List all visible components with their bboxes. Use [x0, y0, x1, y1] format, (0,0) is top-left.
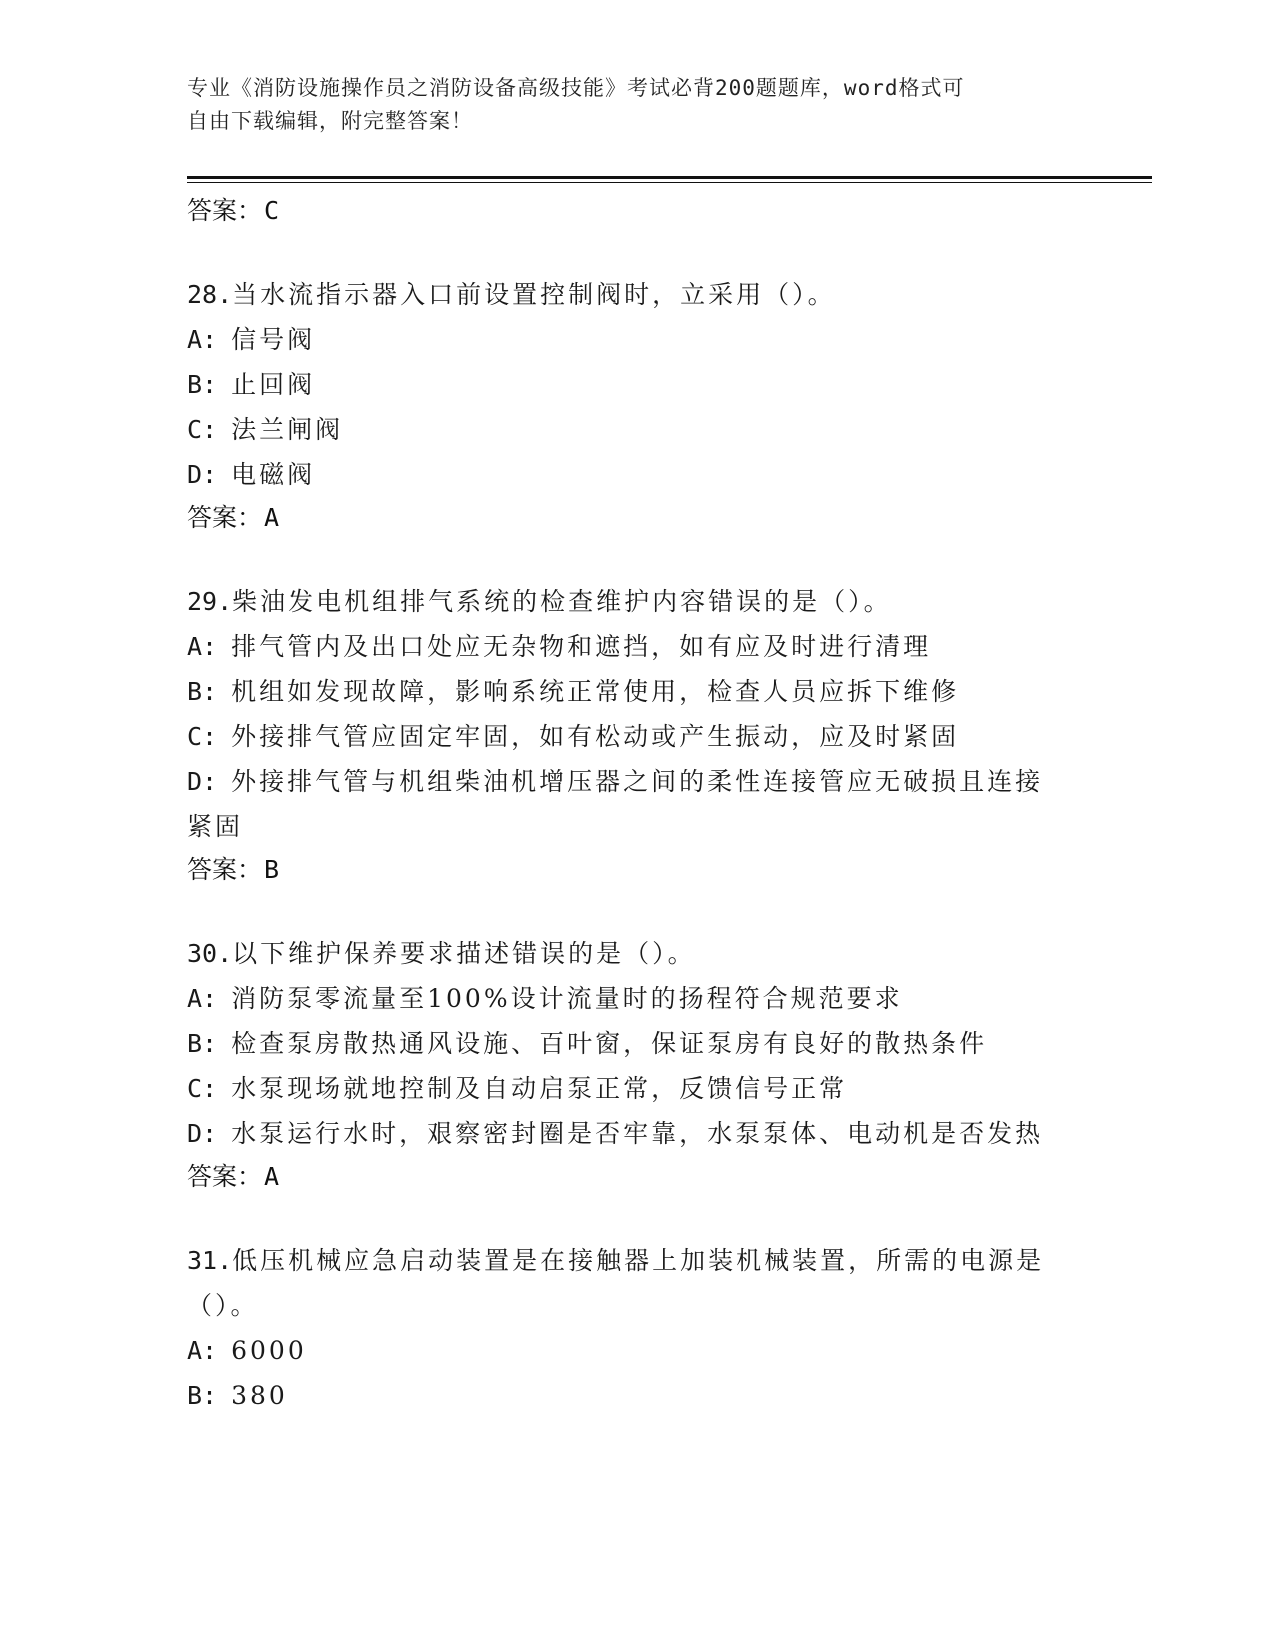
option-a: [187, 317, 1087, 362]
question-number: 31.: [187, 1246, 233, 1275]
answer-value: A: [264, 1162, 280, 1191]
option-d: [187, 452, 1087, 497]
option-text: 信号阀: [231, 325, 316, 354]
option-label: C:: [187, 722, 218, 751]
header-line-2: 自由下载编辑，附完整答案！: [187, 109, 473, 133]
option-label: A:: [187, 984, 218, 1013]
answer-line: [187, 1156, 1087, 1198]
option-a: [187, 976, 1087, 1021]
option-label: C:: [187, 1074, 218, 1103]
option-label: D:: [187, 1119, 218, 1148]
question-content: [187, 190, 1087, 1418]
answer-prefix: 答案：: [187, 503, 263, 532]
question-number: 29.: [187, 587, 233, 616]
answer-line: [187, 497, 1087, 539]
option-b: [187, 1021, 1087, 1066]
option-a: [187, 1328, 1087, 1373]
answer-line: [187, 849, 1087, 891]
answer-prefix: 答案：: [187, 1162, 263, 1191]
question-stem: [187, 931, 1087, 976]
option-text: 6000: [231, 1336, 307, 1365]
question-number: 30.: [187, 939, 233, 968]
question-text: 以下维护保养要求描述错误的是（）。: [232, 939, 696, 968]
question-29: [187, 579, 1087, 891]
document-header: [187, 72, 1067, 138]
option-label: B:: [187, 677, 218, 706]
option-d-continuation: 紧固: [187, 812, 244, 841]
answer-prefix: 答案：: [187, 855, 263, 884]
question-number: 28.: [187, 280, 233, 309]
answer-value: A: [264, 503, 280, 532]
option-text: 消防泵零流量至100%设计流量时的扬程符合规范要求: [231, 984, 903, 1013]
option-a: [187, 624, 1087, 669]
option-label: D:: [187, 460, 218, 489]
question-stem: [187, 579, 1087, 624]
option-label: D:: [187, 767, 218, 796]
question-stem-continuation: （）。: [187, 1291, 259, 1320]
option-label: C:: [187, 415, 218, 444]
answer-prefix: 答案：: [187, 196, 263, 225]
option-label: A:: [187, 325, 218, 354]
option-text: 外接排气管应固定牢固，如有松动或产生振动，应及时紧固: [231, 722, 960, 751]
option-text: 排气管内及出口处应无杂物和遮挡，如有应及时进行清理: [231, 632, 932, 661]
option-d: [187, 759, 1087, 804]
header-line-1: 专业《消防设施操作员之消防设备高级技能》考试必背200题题库，word格式可: [187, 76, 965, 100]
question-stem: [187, 272, 1087, 317]
header-rule-thick: [187, 176, 1152, 179]
option-text: 机组如发现故障，影响系统正常使用，检查人员应拆下维修: [231, 677, 960, 706]
option-b: [187, 362, 1087, 407]
option-text: 水泵运行水时，艰察密封圈是否牢靠，水泵泵体、电动机是否发热: [231, 1119, 1044, 1148]
question-stem: [187, 1238, 1087, 1283]
option-text: 法兰闸阀: [231, 415, 344, 444]
option-text: 水泵现场就地控制及自动启泵正常，反馈信号正常: [231, 1074, 848, 1103]
header-rule-thin: [187, 182, 1152, 183]
option-label: A:: [187, 1336, 218, 1365]
option-b: [187, 669, 1087, 714]
option-text: 380: [231, 1381, 288, 1410]
option-text: 止回阀: [231, 370, 316, 399]
option-d: [187, 1111, 1087, 1156]
option-b: [187, 1373, 1087, 1418]
option-text: 检查泵房散热通风设施、百叶窗，保证泵房有良好的散热条件: [231, 1029, 988, 1058]
question-text: 当水流指示器入口前设置控制阀时，立采用（）。: [232, 280, 836, 309]
question-text: 柴油发电机组排气系统的检查维护内容错误的是（）。: [232, 587, 892, 616]
option-c: [187, 714, 1087, 759]
option-label: B:: [187, 1381, 218, 1410]
question-text: 低压机械应急启动装置是在接触器上加装机械装置，所需的电源是: [232, 1246, 1045, 1275]
option-c: [187, 407, 1087, 452]
option-label: A:: [187, 632, 218, 661]
option-label: B:: [187, 1029, 218, 1058]
question-28: [187, 272, 1087, 539]
answer-value: B: [264, 855, 280, 884]
question-31: [187, 1238, 1087, 1418]
option-text: 电磁阀: [231, 460, 316, 489]
answer-value: C: [264, 196, 280, 225]
answer-line: [187, 190, 1087, 232]
option-c: [187, 1066, 1087, 1111]
option-text: 外接排气管与机组柴油机增压器之间的柔性连接管应无破损且连接: [231, 767, 1044, 796]
option-label: B:: [187, 370, 218, 399]
question-30: [187, 931, 1087, 1198]
